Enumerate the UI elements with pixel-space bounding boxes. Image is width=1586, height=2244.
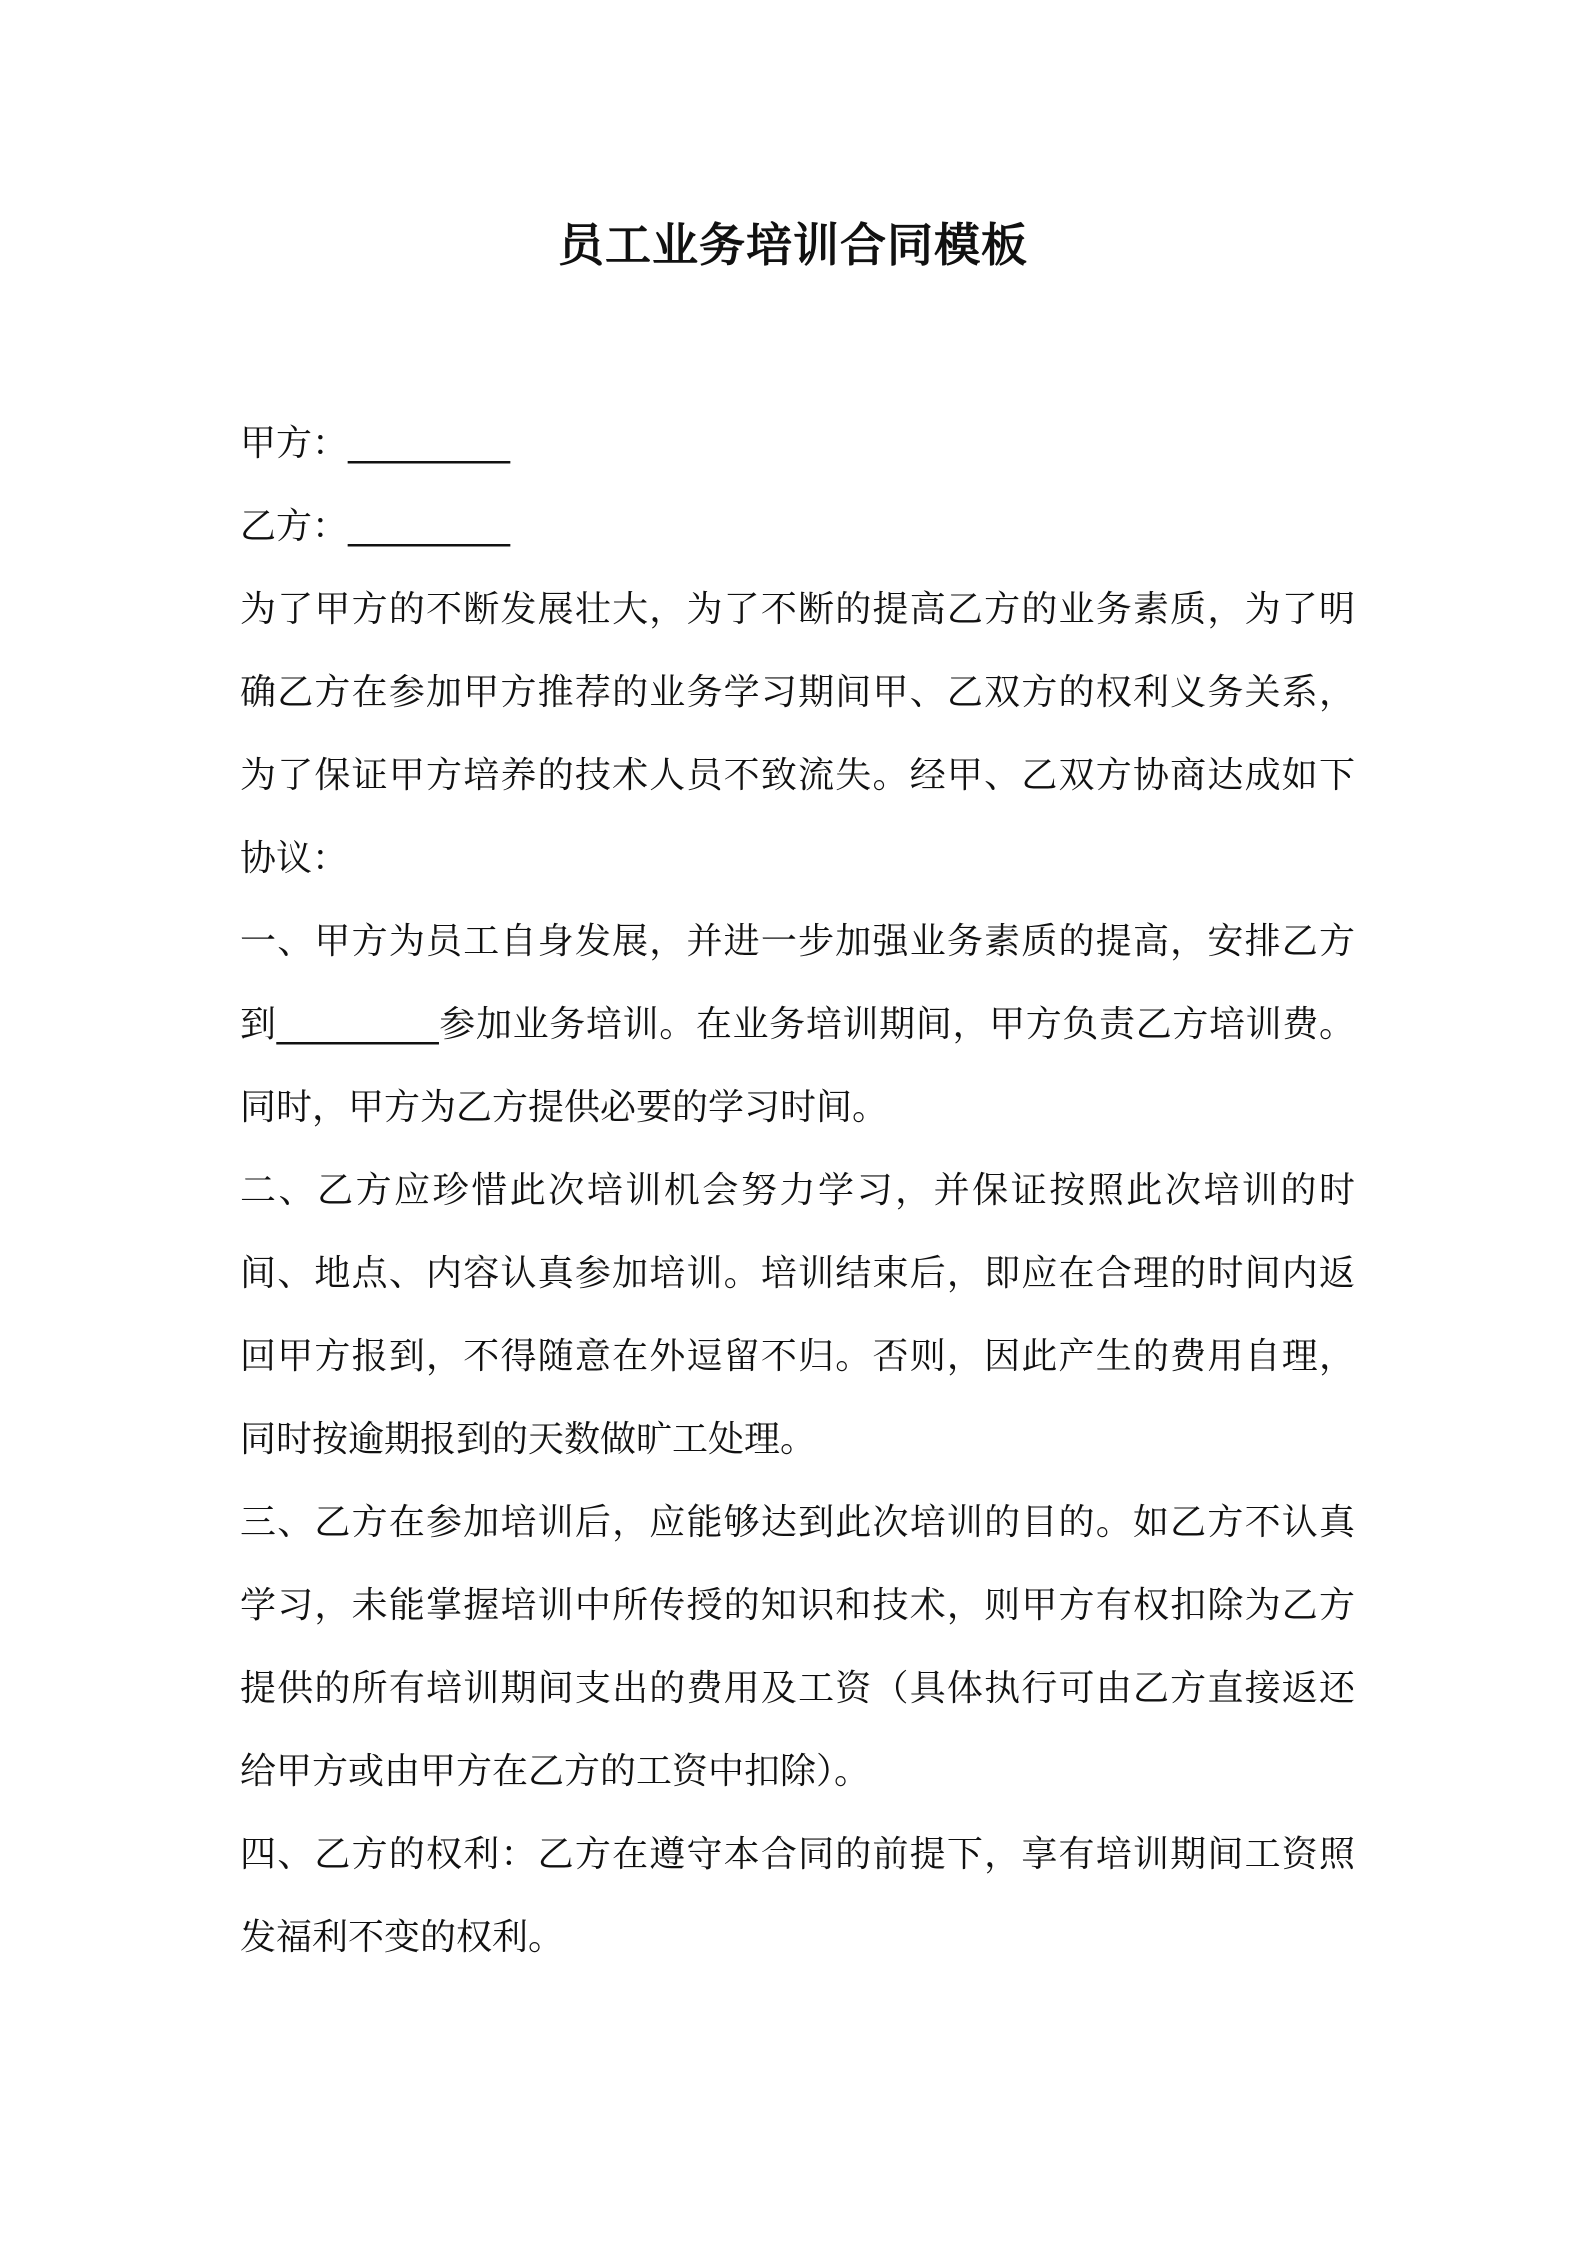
document-title: 员工业务培训合同模板 [558,218,1028,272]
clause-1: 一、甲方为员工自身发展，并进一步加强业务素质的提高，安排乙方到_________参加业务培训。在业务培训期间，甲方负责乙方培训费。同时，甲方为乙方提供必要的学习时间。 [240,921,1355,1128]
party-b-line: 乙方：_________ [240,506,511,547]
clause-2: 二、乙方应珍惜此次培训机会努力学习，并保证按照此次培训的时间、地点、内容认真参加培训。培训结束后，即应在合理的时间内返回甲方报到，不得随意在外逗留不归。否则，因此产生的费用自理，同时按逾期报到的天数做旷工处理。 [240,1170,1355,1460]
clause-4: 四、乙方的权利：乙方在遵守本合同的前提下，享有培训期间工资照发福利不变的权利。 [240,1834,1355,1958]
document-body [240,402,1355,1979]
preamble-paragraph: 为了甲方的不断发展壮大，为了不断的提高乙方的业务素质，为了明确乙方在参加甲方推荐的业务学习期间甲、乙双方的权利义务关系，为了保证甲方培养的技术人员不致流失。经甲、乙双方协商达成如下协议： [240,589,1355,879]
party-a-line: 甲方：_________ [240,423,511,464]
clause-3: 三、乙方在参加培训后，应能够达到此次培训的目的。如乙方不认真学习，未能掌握培训中所传授的知识和技术，则甲方有权扣除为乙方提供的所有培训期间支出的费用及工资（具体执行可由乙方直接返还给甲方或由甲方在乙方的工资中扣除）。 [240,1502,1355,1792]
